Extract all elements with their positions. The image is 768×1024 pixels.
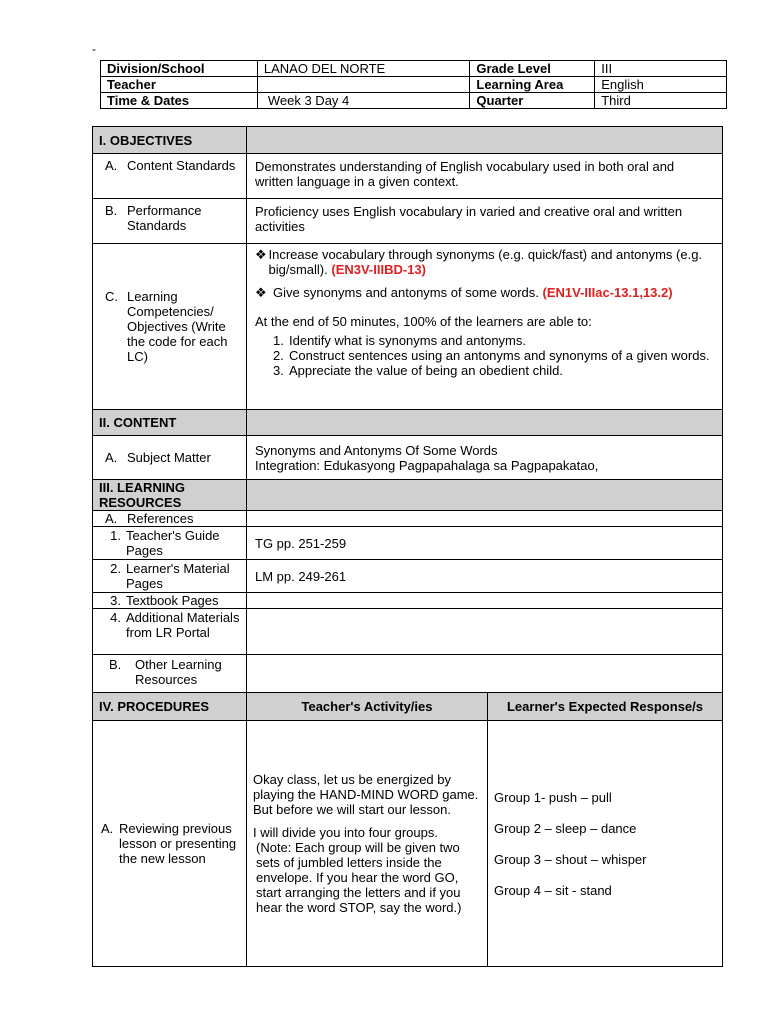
diamond-bullet-icon: ❖ (255, 247, 267, 262)
content-standards-text: Demonstrates understanding of English vocabulary used in both oral and written language in a given context. (247, 154, 723, 199)
references-label-cell (93, 511, 247, 527)
diamond-bullet-icon: ❖ (255, 285, 267, 300)
grade-level-value: III (595, 61, 727, 77)
objectives-header-fill (247, 127, 723, 154)
tg-label-cell (93, 527, 247, 560)
subject-letter: A. (105, 450, 118, 465)
performance-standards-text: Proficiency uses English vocabulary in varied and creative oral and written activities (247, 199, 723, 244)
step-text: Appreciate the value of being an obedient child. (289, 363, 563, 378)
list-item (255, 285, 714, 300)
learning-area-value: English (595, 77, 727, 93)
textbook-label-cell (93, 593, 247, 609)
header-row (101, 93, 727, 109)
list-item (273, 333, 714, 348)
time-dates-value: Week 3 Day 4 (257, 93, 470, 109)
item-label: Textbook Pages (126, 593, 219, 608)
learner-response-cell (488, 721, 723, 967)
content-header-row (93, 410, 723, 436)
teacher-value (257, 77, 470, 93)
review-label-cell (93, 721, 247, 967)
textbook-value (247, 593, 723, 609)
grade-level-label: Grade Level (470, 61, 595, 77)
references-label: References (127, 511, 194, 526)
group-response: Group 4 – sit - stand (494, 882, 612, 898)
other-label: Other Learning Resources (135, 657, 222, 687)
review-letter: A. (101, 821, 114, 836)
performance-standards-row (93, 199, 723, 244)
tg-value: TG pp. 251-259 (247, 527, 723, 560)
step-text: Construct sentences using an antonyms and synonyms of a given words. (289, 348, 710, 363)
step-text: Identify what is synonyms and antonyms. (289, 333, 527, 348)
time-dates-label: Time & Dates (101, 93, 258, 109)
review-row (93, 721, 723, 967)
lm-label-cell (93, 560, 247, 593)
competencies-letter: C. (105, 289, 118, 304)
list-item (273, 348, 714, 363)
step-number: 1. (273, 333, 284, 348)
group-response: Group 2 – sleep – dance (494, 820, 637, 836)
header-table (100, 60, 727, 109)
top-mark: - (92, 42, 96, 56)
subject-label: Subject Matter (127, 450, 211, 465)
group-response: Group 1- push – pull (494, 789, 612, 805)
performance-standards-letter: B. (105, 203, 118, 218)
subject-matter-row (93, 436, 723, 480)
lm-row (93, 560, 723, 593)
review-label: Reviewing previous lesson or presenting the new lesson (119, 821, 237, 866)
competency-code: (EN1V-IIIac-13.1,13.2) (542, 285, 673, 300)
item-number: 4. (110, 610, 121, 625)
item-label: Additional Materials from LR Portal (126, 610, 240, 640)
subject-matter-label-cell (93, 436, 247, 480)
step-number: 3. (273, 363, 284, 378)
quarter-label: Quarter (470, 93, 595, 109)
additional-materials-row (93, 609, 723, 655)
lesson-plan-table (92, 126, 723, 967)
references-value (247, 511, 723, 527)
references-row (93, 511, 723, 527)
list-item (273, 363, 714, 378)
header-row (101, 61, 727, 77)
resources-header-row (93, 480, 723, 511)
competencies-bullets (255, 247, 714, 300)
header-row (101, 77, 727, 93)
item-number: 1. (110, 528, 121, 543)
references-letter: A. (105, 511, 118, 526)
content-standards-letter: A. (105, 158, 118, 173)
other-resources-row (93, 655, 723, 693)
bullet-text: Give synonyms and antonyms of some words. (273, 285, 539, 300)
step-number: 2. (273, 348, 284, 363)
learner-response-header: Learner's Expected Response/s (488, 693, 723, 721)
learning-area-label: Learning Area (470, 77, 595, 93)
group-response: Group 3 – shout – whisper (494, 851, 647, 867)
procedures-title: IV. PROCEDURES (93, 693, 247, 721)
other-resources-label-cell (93, 655, 247, 693)
tg-row (93, 527, 723, 560)
other-resources-value (247, 655, 723, 693)
content-standards-label-cell (93, 154, 247, 199)
performance-standards-label: Performance Standards (127, 203, 202, 233)
objectives-steps (255, 333, 714, 378)
item-number: 3. (110, 593, 121, 608)
competencies-label-cell (93, 244, 247, 410)
subject-line: Synonyms and Antonyms Of Some Words (255, 442, 498, 458)
competencies-row (93, 244, 723, 410)
division-value: LANAO DEL NORTE (257, 61, 470, 77)
competencies-label: Learning Competencies/ Objectives (Write the code for each LC) (127, 289, 228, 364)
division-label: Division/School (101, 61, 258, 77)
teacher-note: (Note: Each group will be given two sets of jumbled letters inside the envelope. If you hear the word GO, start arranging the letters and if you hear the word STOP, say the word.) (256, 840, 462, 915)
textbook-row (93, 593, 723, 609)
item-label: Teacher's Guide Pages (126, 528, 220, 558)
content-standards-label: Content Standards (127, 158, 236, 173)
integration-line: Integration: Edukasyong Pagpapahalaga sa Pagpapakatao, (255, 457, 599, 473)
resources-title: III. LEARNING RESOURCES (93, 480, 247, 511)
teacher-paragraph: Okay class, let us be energized by playing the HAND-MIND WORD game. But before we will start our lesson. (253, 772, 479, 817)
resources-header-fill (247, 480, 723, 511)
procedures-header-row (93, 693, 723, 721)
quarter-value: Third (595, 93, 727, 109)
competency-code: (EN3V-IIIBD-13) (331, 262, 426, 277)
objectives-header-row (93, 127, 723, 154)
performance-standards-label-cell (93, 199, 247, 244)
teacher-paragraph: I will divide you into four groups. (253, 825, 438, 840)
teacher-label: Teacher (101, 77, 258, 93)
competencies-content (247, 244, 723, 410)
content-header-fill (247, 410, 723, 436)
lm-value: LM pp. 249-261 (247, 560, 723, 593)
item-number: 2. (110, 561, 121, 576)
objectives-title: I. OBJECTIVES (93, 127, 247, 154)
bullet-text: Increase vocabulary through synonyms (e.g. quick/fast) and antonyms (e.g. big/small). (268, 247, 703, 277)
list-item (255, 247, 714, 277)
additional-materials-value (247, 609, 723, 655)
objectives-intro: At the end of 50 minutes, 100% of the learners are able to: (255, 314, 592, 329)
content-standards-row (93, 154, 723, 199)
other-letter: B. (109, 657, 122, 672)
item-label: Learner's Material Pages (126, 561, 230, 591)
additional-materials-label-cell (93, 609, 247, 655)
teacher-activity-header: Teacher's Activity/ies (247, 693, 488, 721)
subject-matter-cell (247, 436, 723, 480)
content-title: II. CONTENT (93, 410, 247, 436)
teacher-activity-cell (247, 721, 488, 967)
